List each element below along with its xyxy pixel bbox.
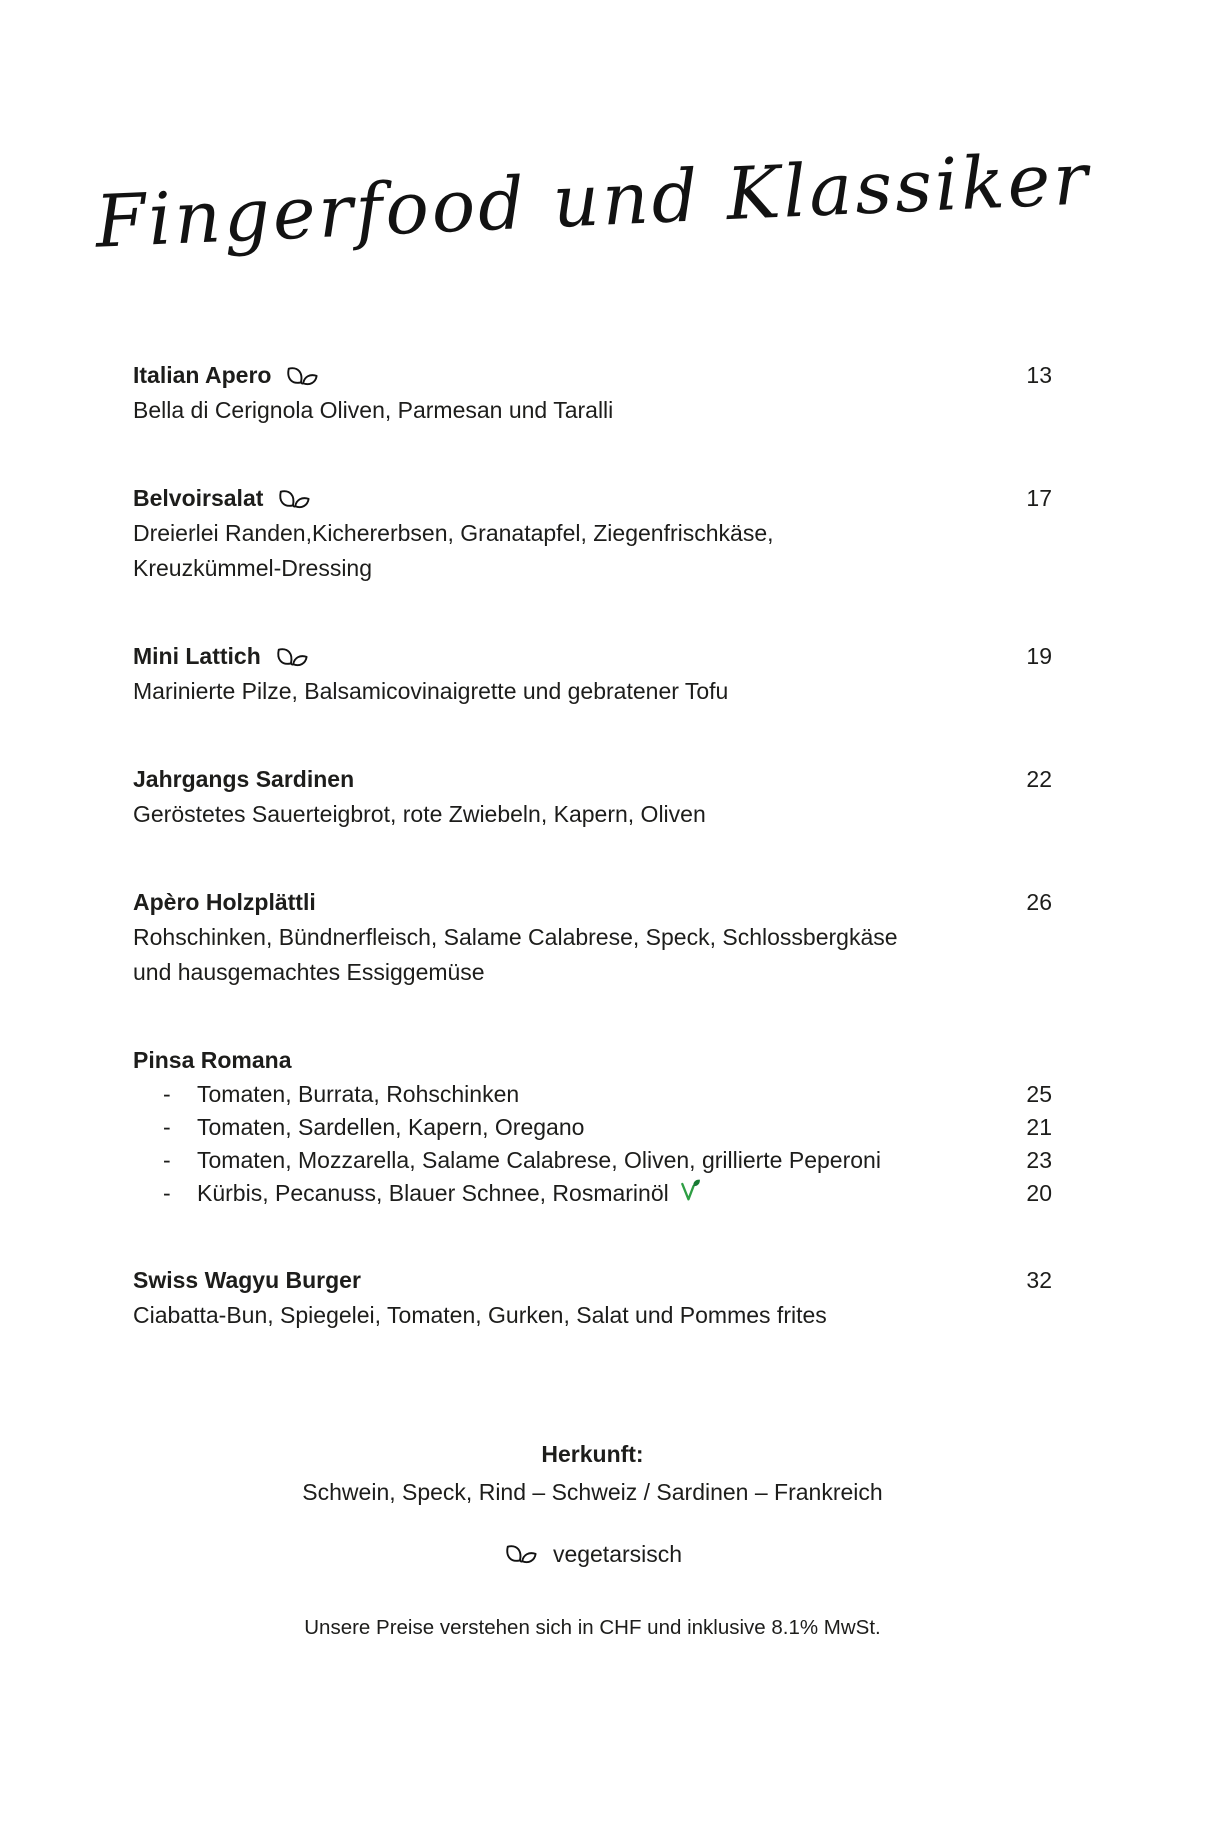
- vegetarian-leaf-icon: [274, 642, 310, 670]
- vegetarian-leaf-icon: [503, 1539, 539, 1567]
- item-header: [133, 1263, 1052, 1298]
- variant-text: Tomaten, Burrata, Rohschinken: [197, 1081, 520, 1107]
- vegetarian-leaf-icon: [276, 484, 312, 512]
- item-header: [133, 762, 1052, 797]
- page-title: Fingerfood und Klassiker: [93, 136, 1092, 264]
- menu-list: [133, 358, 1052, 1333]
- item-price: 19: [1026, 643, 1052, 669]
- variant-price: 20: [1026, 1180, 1052, 1206]
- vegetarian-legend: [133, 1540, 1052, 1568]
- price-note: Unsere Preise verstehen sich in CHF und inklusive 8.1% MwSt.: [304, 1616, 881, 1639]
- item-name: Italian Apero: [133, 362, 272, 388]
- item-name: Belvoirsalat: [133, 485, 264, 511]
- item-description: Bella di Cerignola Oliven, Parmesan und Taralli: [133, 397, 614, 423]
- pinsa-variant-row: [133, 1111, 1052, 1144]
- item-description: Ciabatta-Bun, Spiegelei, Tomaten, Gurken, Salat und Pommes frites: [133, 1302, 827, 1328]
- item-price: 22: [1026, 766, 1052, 792]
- item-description: Dreierlei Randen,Kichererbsen, Granatapfel, Ziegenfrischkäse,: [133, 520, 774, 546]
- variant-price: 21: [1026, 1114, 1052, 1140]
- item-description: Rohschinken, Bündnerfleisch, Salame Calabrese, Speck, Schlossbergkäse: [133, 924, 898, 950]
- item-description: Kreuzkümmel-Dressing: [133, 555, 373, 581]
- item-name: Jahrgangs Sardinen: [133, 766, 355, 792]
- menu-item-swiss-wagyu-burger: [133, 1263, 1052, 1333]
- variant-price: 25: [1026, 1081, 1052, 1107]
- menu-item-belvoirsalat: [133, 481, 1052, 586]
- title-block: [93, 120, 1092, 280]
- item-description: und hausgemachtes Essiggemüse: [133, 959, 485, 985]
- item-name: Apèro Holzplättli: [133, 889, 316, 915]
- menu-page: [0, 120, 1222, 1640]
- menu-item-mini-lattich: [133, 639, 1052, 709]
- item-header: [133, 481, 1052, 516]
- item-header: [133, 358, 1052, 393]
- item-price: 17: [1026, 485, 1052, 511]
- variant-text: Tomaten, Sardellen, Kapern, Oregano: [197, 1114, 585, 1140]
- item-name: Swiss Wagyu Burger: [133, 1267, 361, 1293]
- variant-price: 23: [1026, 1147, 1052, 1173]
- item-header: [133, 885, 1052, 920]
- menu-item-pinsa-romana: [133, 1043, 1052, 1210]
- item-price: 13: [1026, 362, 1052, 388]
- vegetarian-leaf-icon: [284, 361, 320, 389]
- item-name: Pinsa Romana: [133, 1047, 292, 1073]
- vegan-icon: [679, 1178, 701, 1203]
- bullet-dash: -: [163, 1081, 171, 1107]
- origin-text: Schwein, Speck, Rind – Schweiz / Sardinen – Frankreich: [302, 1479, 883, 1505]
- menu-item-apero-holzplaettli: [133, 885, 1052, 990]
- menu-item-italian-apero: [133, 358, 1052, 428]
- pinsa-variant-row: [133, 1177, 1052, 1210]
- item-description: Geröstetes Sauerteigbrot, rote Zwiebeln, Kapern, Oliven: [133, 801, 706, 827]
- bullet-dash: -: [163, 1147, 171, 1173]
- menu-footer: [133, 1437, 1052, 1640]
- item-header: [133, 639, 1052, 674]
- pinsa-variant-row: [133, 1144, 1052, 1177]
- origin-label: Herkunft:: [541, 1441, 644, 1467]
- item-description: Marinierte Pilze, Balsamicovinaigrette und gebratener Tofu: [133, 678, 729, 704]
- item-name: Mini Lattich: [133, 643, 261, 669]
- bullet-dash: -: [163, 1114, 171, 1140]
- item-price: 26: [1026, 889, 1052, 915]
- item-header: [133, 1043, 1052, 1078]
- item-price: 32: [1026, 1267, 1052, 1293]
- menu-item-jahrgangs-sardinen: [133, 762, 1052, 832]
- pinsa-variant-row: [133, 1078, 1052, 1111]
- bullet-dash: -: [163, 1180, 171, 1206]
- variant-text: Kürbis, Pecanuss, Blauer Schnee, Rosmarinöl: [197, 1180, 669, 1206]
- vegetarian-legend-label: vegetarsisch: [552, 1540, 683, 1567]
- variant-text: Tomaten, Mozzarella, Salame Calabrese, Oliven, grillierte Peperoni: [197, 1147, 881, 1173]
